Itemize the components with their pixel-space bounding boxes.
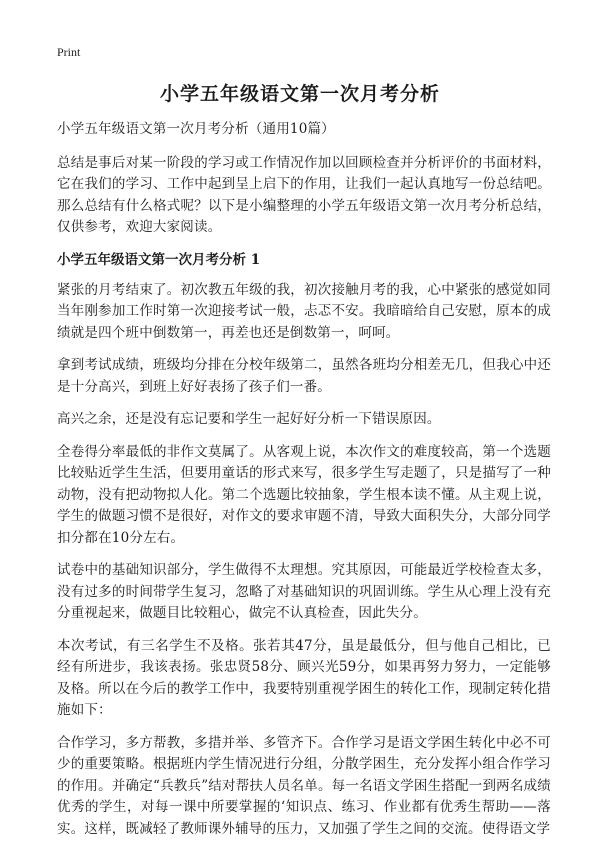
body-paragraph: 全卷得分率最低的非作文莫属了。从客观上说，本次作文的难度较高，第一个选题比较贴近学生生活，但要用童话的形式来写，很多学生写走题了，只是描写了一种动物，没有把动物拟人化。第二个选题比较抽象，学生根本读不懂。从主观上说，学生的做题习惯不是很好，对作文的要求审题不清，导致大面积失分，大部分同学扣分都在10分左右。 [57, 443, 551, 546]
body-paragraph: 本次考试，有三名学生不及格。张若其47分，虽是最低分，但与他自己相比，已经有所进步，我该表扬。张忠贤58分、顾兴光59分，如果再努力努力，一定能够及格。所以在今后的教学工作中，我要特别重视学困生的转化工作，现制定转化措施如下： [57, 637, 551, 718]
body-paragraph: 高兴之余，还是没有忘记要和学生一起好好分析一下错误原因。 [57, 411, 441, 427]
body-paragraph: 试卷中的基础知识部分，学生做得不太理想。究其原因，可能最近学校检查太多，没有过多的时间带学生复习，忽略了对基础知识的巩固训练。学生从心理上没有充分重视起来，做题目比较粗心，做完不认真检查，因此失分。 [57, 562, 551, 621]
body-paragraph: 合作学习，多方帮教，多措并举、多管齐下。合作学习是语文学困生转化中必不可少的重要策略。根据班内学生情况进行分组，分散学困生，充分发挥小组合作学习的作用。并确定“兵教兵”结对帮扶人员名单。每一名语文学困生搭配一到两名成绩优秀的学生，对每一课中所要掌握的‘知识点、练习、作业都有优秀生帮助——落实。这样，既减轻了教师课外辅导的压力，又加强了学生之间的交流。使得语文学 [57, 734, 551, 837]
article-body [57, 119, 551, 851]
page-title: 小学五年级语文第一次月考分析 [159, 83, 440, 105]
body-paragraph: 紧张的月考结束了。初次教五年级的我，初次接触月考的我，心中紧张的感觉如同当年刚参加工作时第一次迎接考试一般，忐忑不安。我暗暗给自己安慰，原本的成绩就是四个班中倒数第一，再差也还是倒数第一，呵呵。 [57, 281, 551, 341]
print-link[interactable]: Print [57, 45, 81, 59]
intro-paragraph: 总结是事后对某一阶段的学习或工作情况作加以回顾检查并分析评价的书面材料，它在我们的学习、工作中起到呈上启下的作用，让我们一起认真地写一份总结吧。那么总结有什么格式呢？以下是小编整理的小学五年级语文第一次月考分析总结，仅供参考，欢迎大家阅读。 [57, 154, 551, 235]
body-paragraph: 拿到考试成绩，班级均分排在分校年级第二，虽然各班均分相差无几，但我心中还是十分高兴，到班上好好表扬了孩子们一番。 [57, 357, 551, 395]
article-subtitle: 小学五年级语文第一次月考分析（通用10篇） [57, 121, 335, 137]
section-heading: 小学五年级语文第一次月考分析 1 [57, 251, 261, 268]
